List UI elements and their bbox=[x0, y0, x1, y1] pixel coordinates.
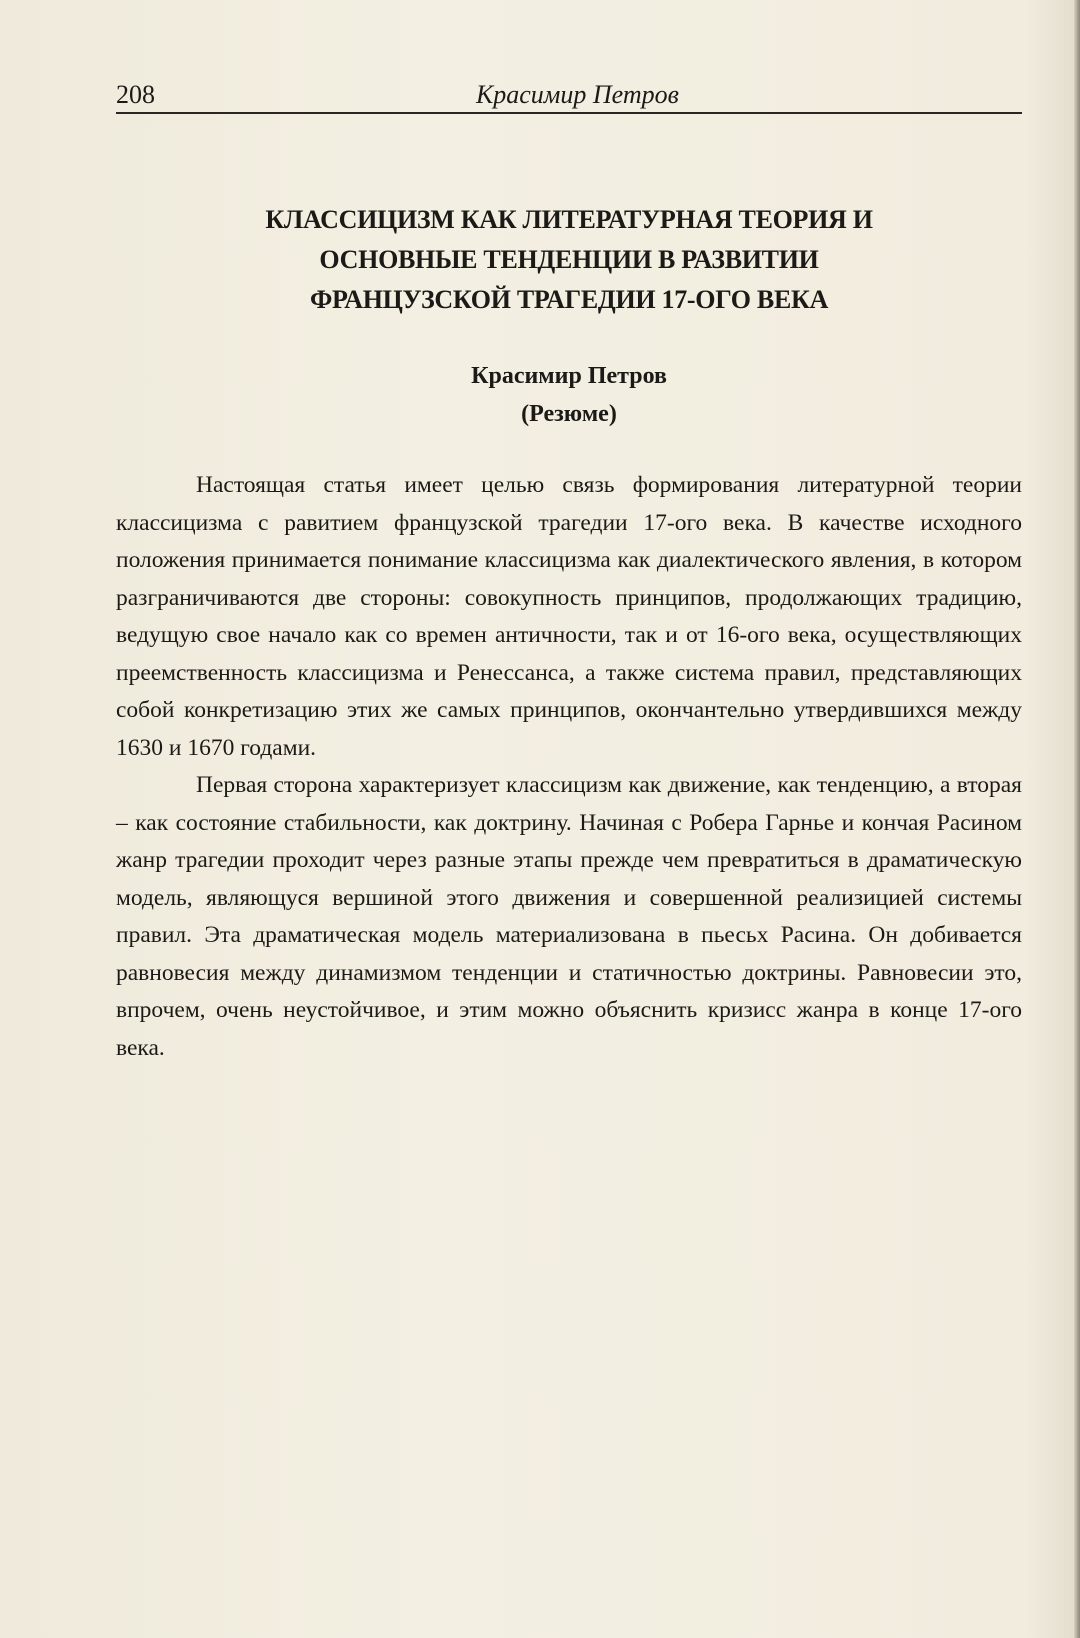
author-block bbox=[116, 357, 1022, 433]
summary-label: (Резюме) bbox=[521, 401, 617, 427]
article-title bbox=[116, 200, 1022, 320]
running-title: Красимир Петров bbox=[476, 80, 679, 109]
article-title-line: ОСНОВНЫЕ ТЕНДЕНЦИИ В РАЗВИТИИ bbox=[319, 245, 819, 274]
page-number: 208 bbox=[116, 80, 155, 109]
paragraph: Первая сторона характеризует классицизм как движение, как тенденцию, а вторая – как состояние стабильности, как доктрину. Начиная с Робера Гарнье и кончая Расином жанр трагедии проходит через разные этапы прежде чем превратиться в драматическую модель, являющуся вершиной этого движения и совершенной реализицией системы правил. Эта драматическая модель материализована в пьесьх Расина. Он добивается равновесия между динамизмом тенденции и статичностью доктрины. Равновесии это, впрочем, очень неустойчивое, и этим можно объяснить кризисс жанра в конце 17-ого века. bbox=[116, 772, 1022, 1061]
author-name: Красимир Петров bbox=[471, 363, 667, 389]
running-header bbox=[116, 78, 1022, 114]
article-body bbox=[116, 467, 1022, 1067]
article-title-line: КЛАССИЦИЗМ КАК ЛИТЕРАТУРНАЯ ТЕОРИЯ И bbox=[265, 205, 873, 234]
page-edge-shadow bbox=[1074, 0, 1080, 1638]
article-title-line: ФРАНЦУЗСКОЙ ТРАГЕДИИ 17-ОГО ВЕКА bbox=[309, 285, 829, 314]
paragraph: Настоящая статья имеет целью связь формирования литературной теории классицизма с равитием французской трагедии 17-ого века. В качестве исходного положения принимается понимание классицизма как диалектического явления, в котором разграничиваются две стороны: совокупность принципов, продолжающих традицию, ведущую свое начало как со времен античности, так и от 16-ого века, осуществляющих преемственность классицизма и Ренессанса, а также система правил, представляющих собой конкретизацию этих же самых принципов, окончантельно утвердившихся между 1630 и 1670 годами. bbox=[116, 472, 1022, 761]
